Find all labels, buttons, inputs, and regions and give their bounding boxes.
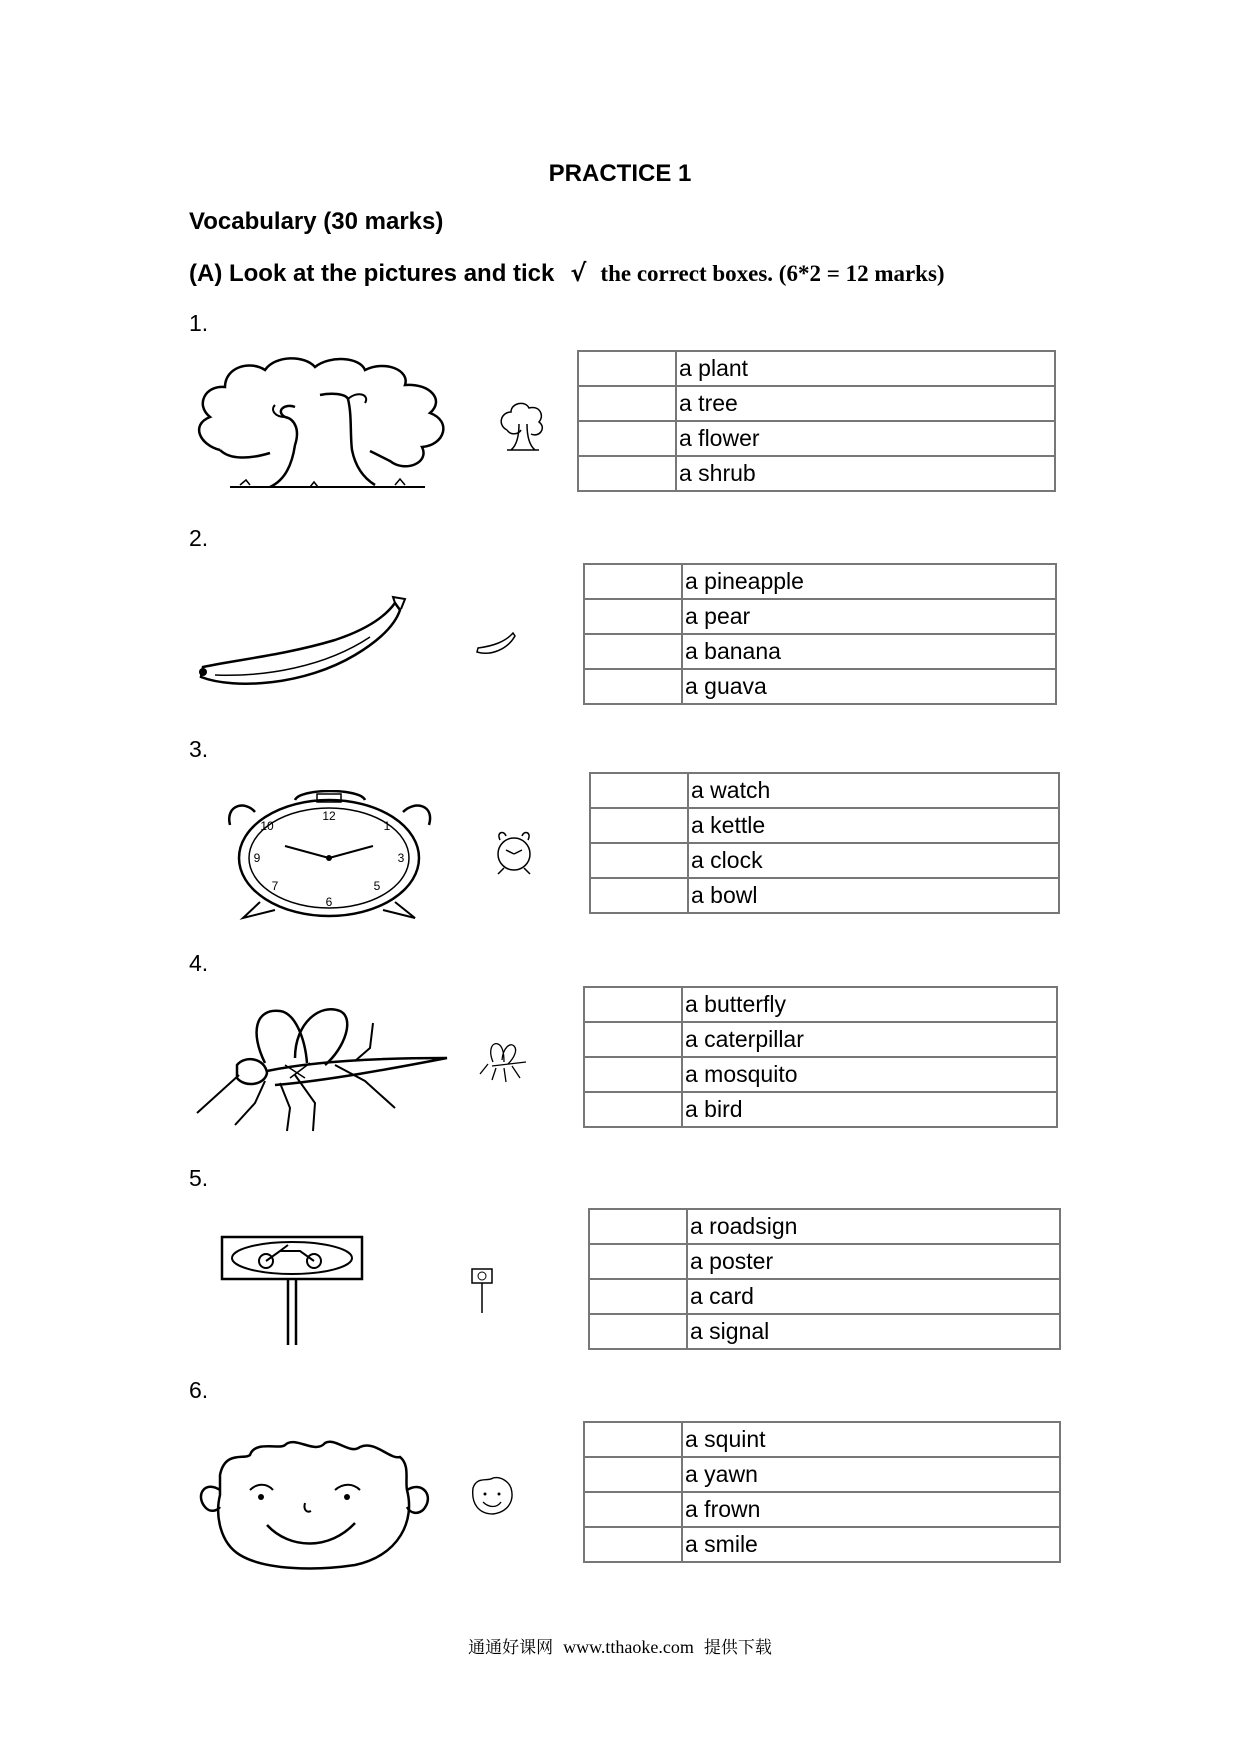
answer-checkbox[interactable]	[584, 1057, 682, 1092]
option-label: a squint	[682, 1422, 1060, 1457]
answer-table	[583, 986, 1058, 1128]
answer-table	[589, 772, 1060, 914]
option-row	[578, 421, 1055, 456]
roadsign-small-picture	[468, 1267, 496, 1315]
alarm-clock-small-picture	[492, 828, 537, 876]
smiling-face-small-picture	[467, 1474, 517, 1516]
option-label: a mosquito	[682, 1057, 1057, 1092]
option-row	[584, 1492, 1060, 1527]
option-label: a pear	[682, 599, 1056, 634]
question-number: 1.	[189, 310, 209, 336]
option-row	[584, 1092, 1057, 1127]
option-label: a guava	[682, 669, 1056, 704]
option-label: a banana	[682, 634, 1056, 669]
answer-checkbox[interactable]	[589, 1244, 687, 1279]
svg-text:6: 6	[325, 895, 333, 909]
answer-checkbox[interactable]	[590, 808, 688, 843]
answer-checkbox[interactable]	[578, 351, 676, 386]
question-number: 6.	[189, 1377, 209, 1403]
instruction-part-b: the correct boxes. (6*2 = 12 marks)	[600, 261, 945, 286]
option-row	[584, 1057, 1057, 1092]
answer-checkbox[interactable]	[584, 564, 682, 599]
answer-checkbox[interactable]	[584, 1492, 682, 1527]
answer-checkbox[interactable]	[589, 1279, 687, 1314]
option-label: a signal	[687, 1314, 1060, 1349]
option-row	[584, 1422, 1060, 1457]
answer-checkbox[interactable]	[590, 773, 688, 808]
option-label: a flower	[676, 421, 1055, 456]
answer-checkbox[interactable]	[589, 1314, 687, 1349]
option-label: a roadsign	[687, 1209, 1060, 1244]
option-row	[578, 456, 1055, 491]
answer-checkbox[interactable]	[590, 878, 688, 913]
tree-small-picture	[497, 400, 547, 455]
option-row	[589, 1279, 1060, 1314]
option-row	[589, 1244, 1060, 1279]
mosquito-small-picture	[478, 1040, 528, 1085]
section-heading: Vocabulary (30 marks)	[189, 208, 444, 235]
option-label: a butterfly	[682, 987, 1057, 1022]
banana-picture	[195, 595, 415, 695]
option-row	[584, 564, 1056, 599]
alarm-clock-picture	[225, 790, 435, 925]
answer-table	[583, 1421, 1061, 1563]
page-title: PRACTICE 1	[548, 160, 692, 187]
option-label: a bird	[682, 1092, 1057, 1127]
answer-checkbox[interactable]	[584, 669, 682, 704]
option-row	[584, 1527, 1060, 1562]
answer-checkbox[interactable]	[578, 386, 676, 421]
option-row	[584, 634, 1056, 669]
tick-icon: √	[570, 259, 587, 287]
option-label: a kettle	[688, 808, 1059, 843]
option-row	[578, 351, 1055, 386]
answer-checkbox[interactable]	[584, 634, 682, 669]
answer-checkbox[interactable]	[584, 1457, 682, 1492]
svg-text:9: 9	[253, 851, 261, 865]
option-row	[589, 1314, 1060, 1349]
question-number: 4.	[189, 950, 209, 976]
option-row	[584, 1457, 1060, 1492]
option-label: a card	[687, 1279, 1060, 1314]
answer-table	[583, 563, 1057, 705]
option-label: a shrub	[676, 456, 1055, 491]
smiling-face-picture	[195, 1435, 440, 1570]
option-label: a bowl	[688, 878, 1059, 913]
svg-text:3: 3	[397, 851, 405, 865]
answer-checkbox[interactable]	[584, 599, 682, 634]
option-row	[578, 386, 1055, 421]
svg-text:1: 1	[383, 819, 391, 833]
option-label: a frown	[682, 1492, 1060, 1527]
answer-checkbox[interactable]	[584, 1527, 682, 1562]
instruction-part-a: (A) Look at the pictures and tick	[189, 260, 555, 287]
option-row	[584, 1022, 1057, 1057]
option-row	[590, 808, 1059, 843]
answer-checkbox[interactable]	[590, 843, 688, 878]
answer-checkbox[interactable]	[584, 987, 682, 1022]
option-row	[590, 773, 1059, 808]
instruction	[189, 259, 945, 288]
option-row	[584, 669, 1056, 704]
question-number: 2.	[189, 525, 209, 551]
svg-text:7: 7	[271, 879, 279, 893]
answer-checkbox[interactable]	[589, 1209, 687, 1244]
svg-text:10: 10	[260, 819, 274, 833]
option-label: a caterpillar	[682, 1022, 1057, 1057]
option-row	[590, 843, 1059, 878]
option-label: a smile	[682, 1527, 1060, 1562]
option-label: a watch	[688, 773, 1059, 808]
svg-text:5: 5	[373, 879, 381, 893]
svg-text:12: 12	[322, 809, 336, 823]
tree-picture	[190, 355, 470, 495]
footer-url[interactable]: www.tthaoke.com	[563, 1637, 694, 1657]
banana-small-picture	[475, 628, 520, 658]
answer-table	[577, 350, 1056, 492]
roadsign-picture	[218, 1233, 366, 1349]
answer-checkbox[interactable]	[584, 1022, 682, 1057]
option-label: a tree	[676, 386, 1055, 421]
option-row	[590, 878, 1059, 913]
option-row	[584, 599, 1056, 634]
footer	[0, 1633, 1240, 1658]
option-label: a poster	[687, 1244, 1060, 1279]
question-number: 5.	[189, 1165, 209, 1191]
answer-checkbox[interactable]	[578, 421, 676, 456]
option-label: a pineapple	[682, 564, 1056, 599]
answer-table	[588, 1208, 1061, 1350]
option-label: a plant	[676, 351, 1055, 386]
footer-action: 提供下载	[703, 1638, 772, 1658]
answer-checkbox[interactable]	[584, 1092, 682, 1127]
footer-site-name: 通通好课网	[468, 1638, 554, 1658]
answer-checkbox[interactable]	[584, 1422, 682, 1457]
option-label: a clock	[688, 843, 1059, 878]
option-row	[589, 1209, 1060, 1244]
option-row	[584, 987, 1057, 1022]
question-number: 3.	[189, 736, 209, 762]
answer-checkbox[interactable]	[578, 456, 676, 491]
option-label: a yawn	[682, 1457, 1060, 1492]
mosquito-picture	[195, 1003, 450, 1135]
